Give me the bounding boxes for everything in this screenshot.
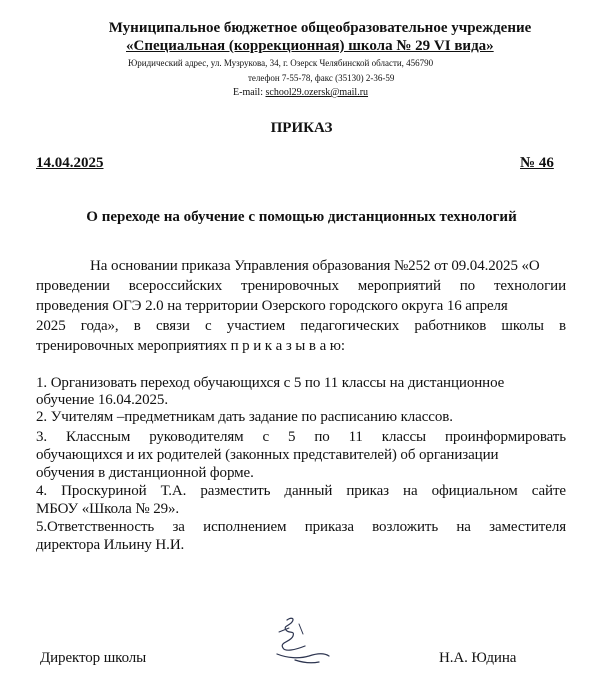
order-item: обучение 16.04.2025. bbox=[36, 392, 168, 408]
order-number: № 46 bbox=[520, 155, 554, 171]
order-item: 1. Организовать переход обучающихся с 5 по 11 классы на дистанционное bbox=[36, 375, 505, 391]
signature-name: Н.А. Юдина bbox=[439, 650, 517, 666]
preamble-line: проведения ОГЭ 2.0 на территории Озерского городского округа 16 апреля bbox=[36, 298, 508, 314]
order-item: обучающихся и их родителей (законных представителей) об организации bbox=[36, 447, 499, 463]
signature-position: Директор школы bbox=[40, 650, 147, 666]
org-name-line2: «Специальная (коррекционная) школа № 29 VI вида» bbox=[126, 38, 494, 54]
order-item: 5.Ответственность за исполнением приказа возложить на заместителя bbox=[36, 519, 566, 535]
order-item: обучения в дистанционной форме. bbox=[36, 465, 254, 481]
handwritten-signature bbox=[265, 612, 340, 677]
order-subject: О переходе на обучение с помощью дистанционных технологий bbox=[86, 209, 517, 225]
order-item: 3. Классным руководителям с 5 по 11 классы проинформировать bbox=[36, 429, 566, 445]
preamble-line: проведении всероссийских тренировочных мероприятий по технологии bbox=[36, 278, 566, 294]
preamble-line: 2025 года», в связи с участием педагогических работников школы в bbox=[36, 318, 566, 334]
email-label: E-mail: bbox=[233, 87, 266, 98]
doc-type-title: ПРИКАЗ bbox=[270, 120, 333, 136]
order-item: 4. Проскуриной Т.А. разместить данный приказ на официальном сайте bbox=[36, 483, 566, 499]
order-item: 2. Учителям –предметникам дать задание по расписанию классов. bbox=[36, 409, 453, 425]
preamble-line: На основании приказа Управления образования №252 от 09.04.2025 «О bbox=[90, 258, 540, 274]
org-address: Юридический адрес, ул. Музрукова, 34, г. Озерск Челябинской области, 456790 bbox=[128, 58, 434, 68]
org-name-line1: Муниципальное бюджетное общеобразовательное учреждение bbox=[108, 20, 532, 36]
order-item: директора Ильину Н.И. bbox=[36, 537, 185, 553]
org-phone: телефон 7-55-78, факс (35130) 2-36-59 bbox=[248, 73, 395, 83]
org-email-line bbox=[233, 87, 368, 98]
preamble-line: тренировочных мероприятиях п р и к а з ы в а ю: bbox=[36, 338, 345, 354]
email-link[interactable]: school29.ozersk@mail.ru bbox=[265, 87, 369, 98]
order-date: 14.04.2025 bbox=[36, 155, 104, 171]
order-item: МБОУ «Школа № 29». bbox=[36, 501, 180, 517]
